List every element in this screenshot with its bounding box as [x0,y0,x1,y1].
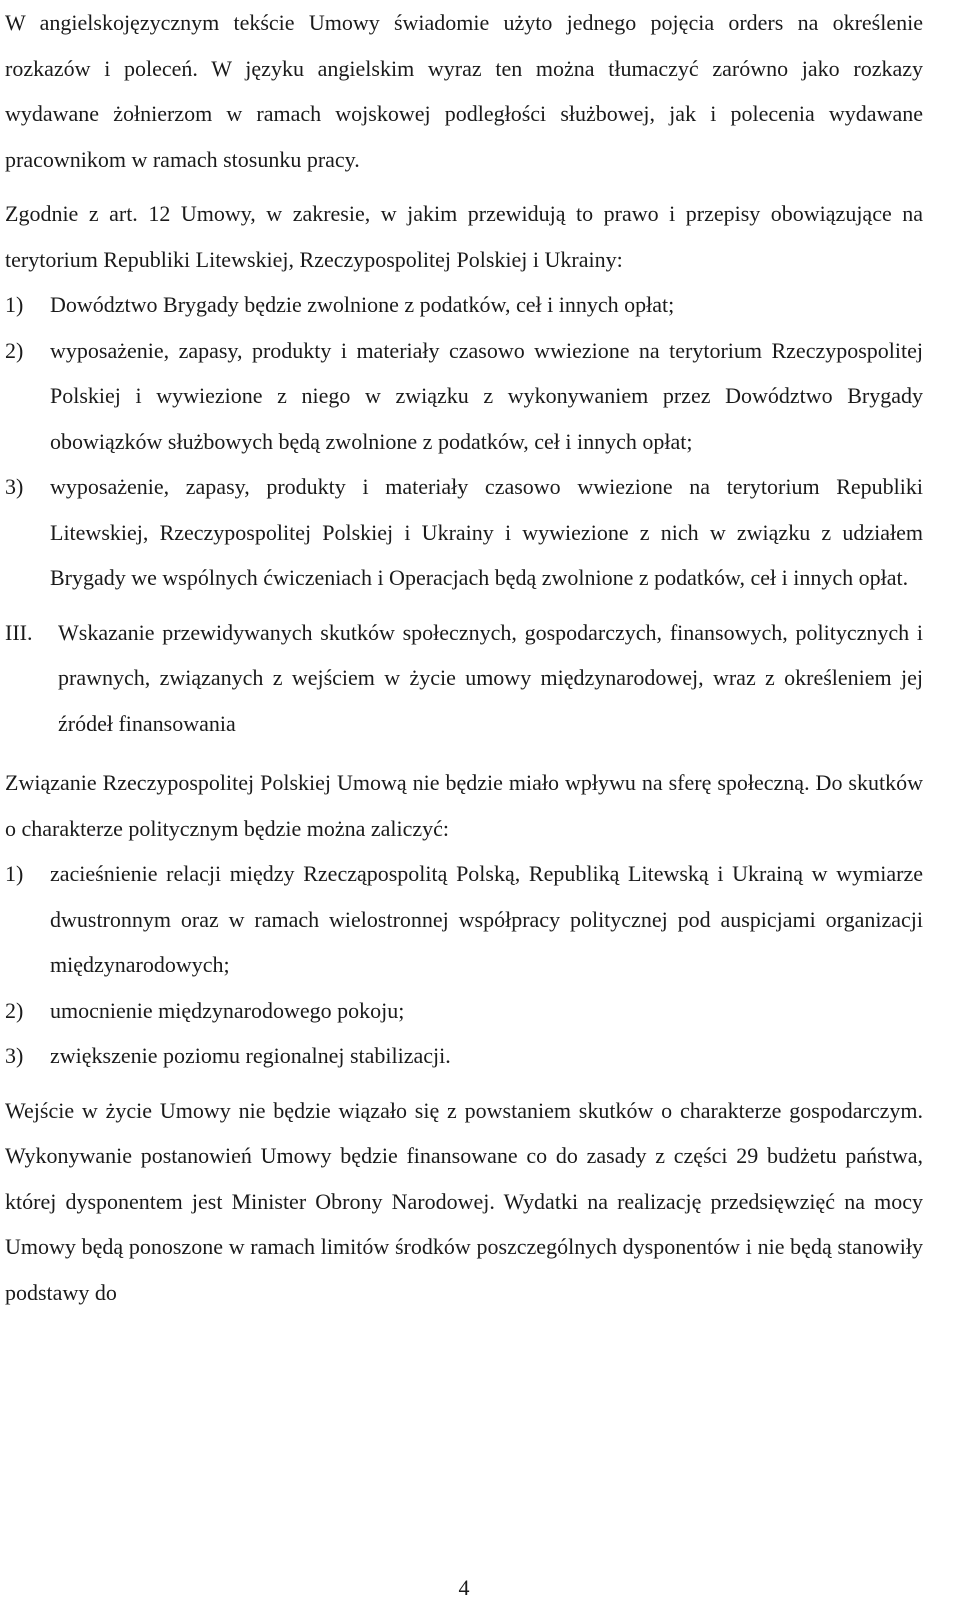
list-item-text: wyposażenie, zapasy, produkty i materiały czasowo wwiezione na terytorium Rzeczypospolitej Polskiej i wywiezione z niego w związku z wykonywaniem przez Dowództwo Brygady obowiązków służbowych będą zwolnione z podatków, ceł i innych opłat; [50,337,923,454]
paragraph-art12: Zgodnie z art. 12 Umowy, w zakresie, w jakim przewidują to prawo i przepisy obowiązujące na terytorium Republiki Litewskiej, Rzeczypospolitej Polskiej i Ukrainy: [5,201,923,272]
list-item-number: 3) [5,474,24,499]
list-item-text: umocnienie międzynarodowego pokoju; [50,997,405,1023]
page-number: 4 [458,1575,470,1600]
list-item-text: zwiększenie poziomu regionalnej stabilizacji. [50,1043,451,1068]
list-item-number: 1) [5,292,24,317]
exemptions-list [5,282,923,601]
list-item-text: wyposażenie, zapasy, produkty i materiały czasowo wwiezione na terytorium Republiki Litewskiej, Rzeczypospolitej Polskiej i Ukrainy i wywiezione z nich w związku z udziałem Brygady we wspólnych ćwiczeniach i Operacjach będą zwolnione z podatków, ceł i innych opłat. [50,474,923,590]
list-item [5,328,923,465]
list-item [5,282,923,328]
list-item-number: 3) [5,1043,24,1068]
list-item [5,851,923,988]
paragraph-economic: Wejście w życie Umowy nie będzie wiązało się z powstaniem skutków o charakterze gospodarczym. Wykonywanie postanowień Umowy będzie finansowane co do zasady z części 29 budżetu państwa, której dysponentem jest Minister Obrony Narodowej. Wydatki na realizację przedsięwzięć na mocy Umowy będą ponoszone w ramach limitów środków poszczególnych dysponentów i nie będą stanowiły podstawy do [5,1097,923,1305]
list-item-number: 1) [5,861,24,886]
list-item-number: 2) [5,337,24,363]
list-item [5,1033,923,1079]
list-item-text: zacieśnienie relacji między Rzecząpospolitą Polską, Republiką Litewską i Ukrainą w wymiarze dwustronnym oraz w ramach wielostronnej współpracy politycznej pod auspicjami organizacji międzynarodowych; [50,861,923,977]
paragraph-orders: W angielskojęzycznym tekście Umowy świadomie użyto jednego pojęcia orders na określenie rozkazów i poleceń. W języku angielskim wyraz ten można tłumaczyć zarówno jako rozkazy wydawane żołnierzom w ramach wojskowej podległości służbowej, jak i polecenia wydawane pracownikom w ramach stosunku pracy. [5,10,923,172]
list-item-number: 2) [5,997,24,1023]
list-item-text: Dowództwo Brygady będzie zwolnione z podatków, ceł i innych opłat; [50,292,675,317]
section-title: Wskazanie przewidywanych skutków społecznych, gospodarczych, finansowych, politycznych i prawnych, związanych z wejściem w życie umowy międzynarodowej, wraz z określeniem jej źródeł finansowania [58,619,923,736]
section-heading [5,610,923,747]
paragraph-social: Związanie Rzeczypospolitej Polskiej Umową nie będzie miało wpływu na sferę społeczną. Do skutków o charakterze politycznym będzie można zaliczyć: [5,770,923,841]
list-item [5,988,923,1034]
document-page [5,0,923,1315]
list-item [5,464,923,601]
political-effects-list [5,851,923,1079]
section-number: III. [5,619,33,645]
